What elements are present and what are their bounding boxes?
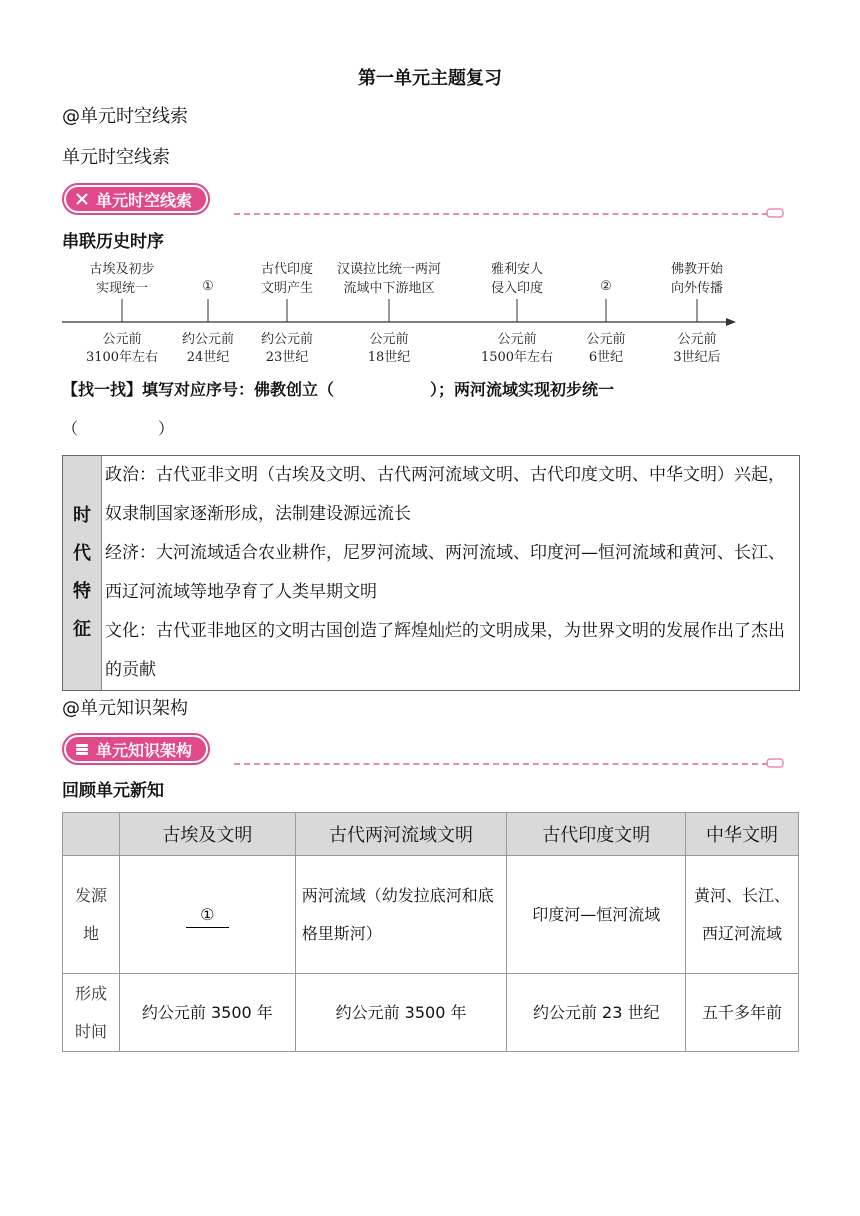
event-line: 佛教开始 (670, 262, 723, 277)
side-char: 特 (73, 581, 91, 602)
section-heading-at: @单元知识架构 (62, 698, 188, 719)
timeline-date (566, 331, 646, 367)
table-cell: 黄河、长江、西辽河流域 (686, 856, 799, 974)
timeline-event (475, 260, 559, 298)
era-content (105, 456, 793, 690)
divider (234, 213, 768, 215)
date-line: 3世纪后 (673, 350, 721, 365)
row-label: 形成时间 (63, 974, 120, 1052)
timeline-heading: 串联历史时序 (62, 232, 164, 252)
event-line: 流域中下游地区 (343, 281, 435, 296)
event-line: 古代印度 (260, 262, 313, 277)
culture-label: 文化： (105, 621, 156, 641)
section-heading: 单元时空线索 (62, 147, 170, 168)
date-line: 约公元前 (260, 332, 313, 347)
timeline-date (77, 331, 167, 367)
pencil-ruler-icon (74, 191, 90, 207)
side-char: 时 (73, 505, 91, 526)
event-line: ② (600, 279, 612, 294)
table-header-row (63, 813, 799, 856)
era-characteristics-box (62, 455, 800, 691)
timeline-event (655, 260, 739, 298)
header-cell: 古代印度文明 (507, 813, 686, 856)
section-heading-at: @单元时空线索 (62, 106, 188, 127)
ribbon-end-icon (766, 207, 786, 219)
divider (234, 763, 768, 765)
table-cell: 五千多年前 (686, 974, 799, 1052)
date-line: 公元前 (369, 332, 409, 347)
side-char: 征 (73, 619, 91, 640)
politics-paragraph (105, 456, 793, 534)
era-side-label (63, 456, 102, 690)
timeline-event (586, 277, 626, 296)
timeline-date (472, 331, 562, 367)
timeline-date (657, 331, 737, 367)
date-line: 约公元前 (181, 332, 234, 347)
event-line: 向外传播 (670, 281, 723, 296)
economy-text: 大河流域适合农业耕作，尼罗河流域、两河流域、印度河—恒河流域和黄河、长江、西辽河流域等地孕育了人类早期文明 (105, 543, 785, 602)
side-char: 代 (73, 543, 91, 564)
politics-label: 政治： (105, 465, 156, 485)
event-line: 文明产生 (260, 281, 313, 296)
economy-paragraph (105, 534, 793, 612)
event-line: ① (202, 279, 214, 294)
header-cell: 古代两河流域文明 (295, 813, 507, 856)
date-line: 1500年左右 (480, 350, 554, 365)
date-line: 公元前 (586, 332, 626, 347)
table-cell: 约公元前 3500 年 (119, 974, 295, 1052)
badge-timeline (62, 183, 210, 215)
event-line: 汉谟拉比统一两河 (336, 262, 441, 277)
knowledge-table (62, 812, 799, 1052)
badge-knowledge (62, 733, 210, 765)
badge-label: 单元时空线索 (96, 190, 193, 210)
header-cell: 中华文明 (686, 813, 799, 856)
timeline-axis (60, 295, 740, 335)
badge-label: 单元知识架构 (96, 740, 193, 760)
answer-blank[interactable]: ① (186, 903, 228, 928)
table-cell: 约公元前 23 世纪 (507, 974, 686, 1052)
row-label: 发源地 (63, 856, 120, 974)
timeline-date (168, 331, 248, 367)
timeline-event (72, 260, 172, 298)
page-title: 第一单元主题复习 (358, 68, 502, 89)
timeline-date (349, 331, 429, 367)
table-cell (119, 856, 295, 974)
date-line: 公元前 (497, 332, 537, 347)
ribbon-end-icon (766, 757, 786, 769)
table-row (63, 974, 799, 1052)
date-line: 24世纪 (186, 350, 230, 365)
header-cell: 古埃及文明 (119, 813, 295, 856)
date-line: 3100年左右 (85, 350, 159, 365)
books-icon (74, 741, 90, 757)
date-line: 6世纪 (588, 350, 624, 365)
table-cell: 两河流域（幼发拉底河和底格里斯河） (295, 856, 507, 974)
review-heading: 回顾单元新知 (62, 781, 164, 801)
event-line: 侵入印度 (490, 281, 543, 296)
timeline-date (247, 331, 327, 367)
event-line: 实现统一 (95, 281, 148, 296)
timeline-event (324, 260, 454, 298)
politics-text: 古代亚非文明（古埃及文明、古代两河流域文明、古代印度文明、中华文明）兴起，奴隶制国家逐渐形成，法制建设源远流长 (105, 465, 785, 524)
event-line: 雅利安人 (490, 262, 543, 277)
culture-paragraph (105, 612, 793, 690)
economy-label: 经济： (105, 543, 156, 563)
header-cell (63, 813, 120, 856)
date-line: 18世纪 (367, 350, 411, 365)
timeline-event (245, 260, 329, 298)
find-question: 【找一找】填写对应序号：佛教创立（ ）；两河流域实现初步统一 (62, 380, 615, 399)
timeline-event (188, 277, 228, 296)
table-cell: 约公元前 3500 年 (295, 974, 507, 1052)
culture-text: 古代亚非地区的文明古国创造了辉煌灿烂的文明成果，为世界文明的发展作出了杰出的贡献 (105, 621, 785, 680)
date-line: 公元前 (677, 332, 717, 347)
date-line: 公元前 (102, 332, 142, 347)
find-answer-blank[interactable]: （ ） (62, 419, 175, 438)
table-row (63, 856, 799, 974)
table-cell: 印度河—恒河流域 (507, 856, 686, 974)
event-line: 古埃及初步 (89, 262, 155, 277)
date-line: 23世纪 (265, 350, 309, 365)
